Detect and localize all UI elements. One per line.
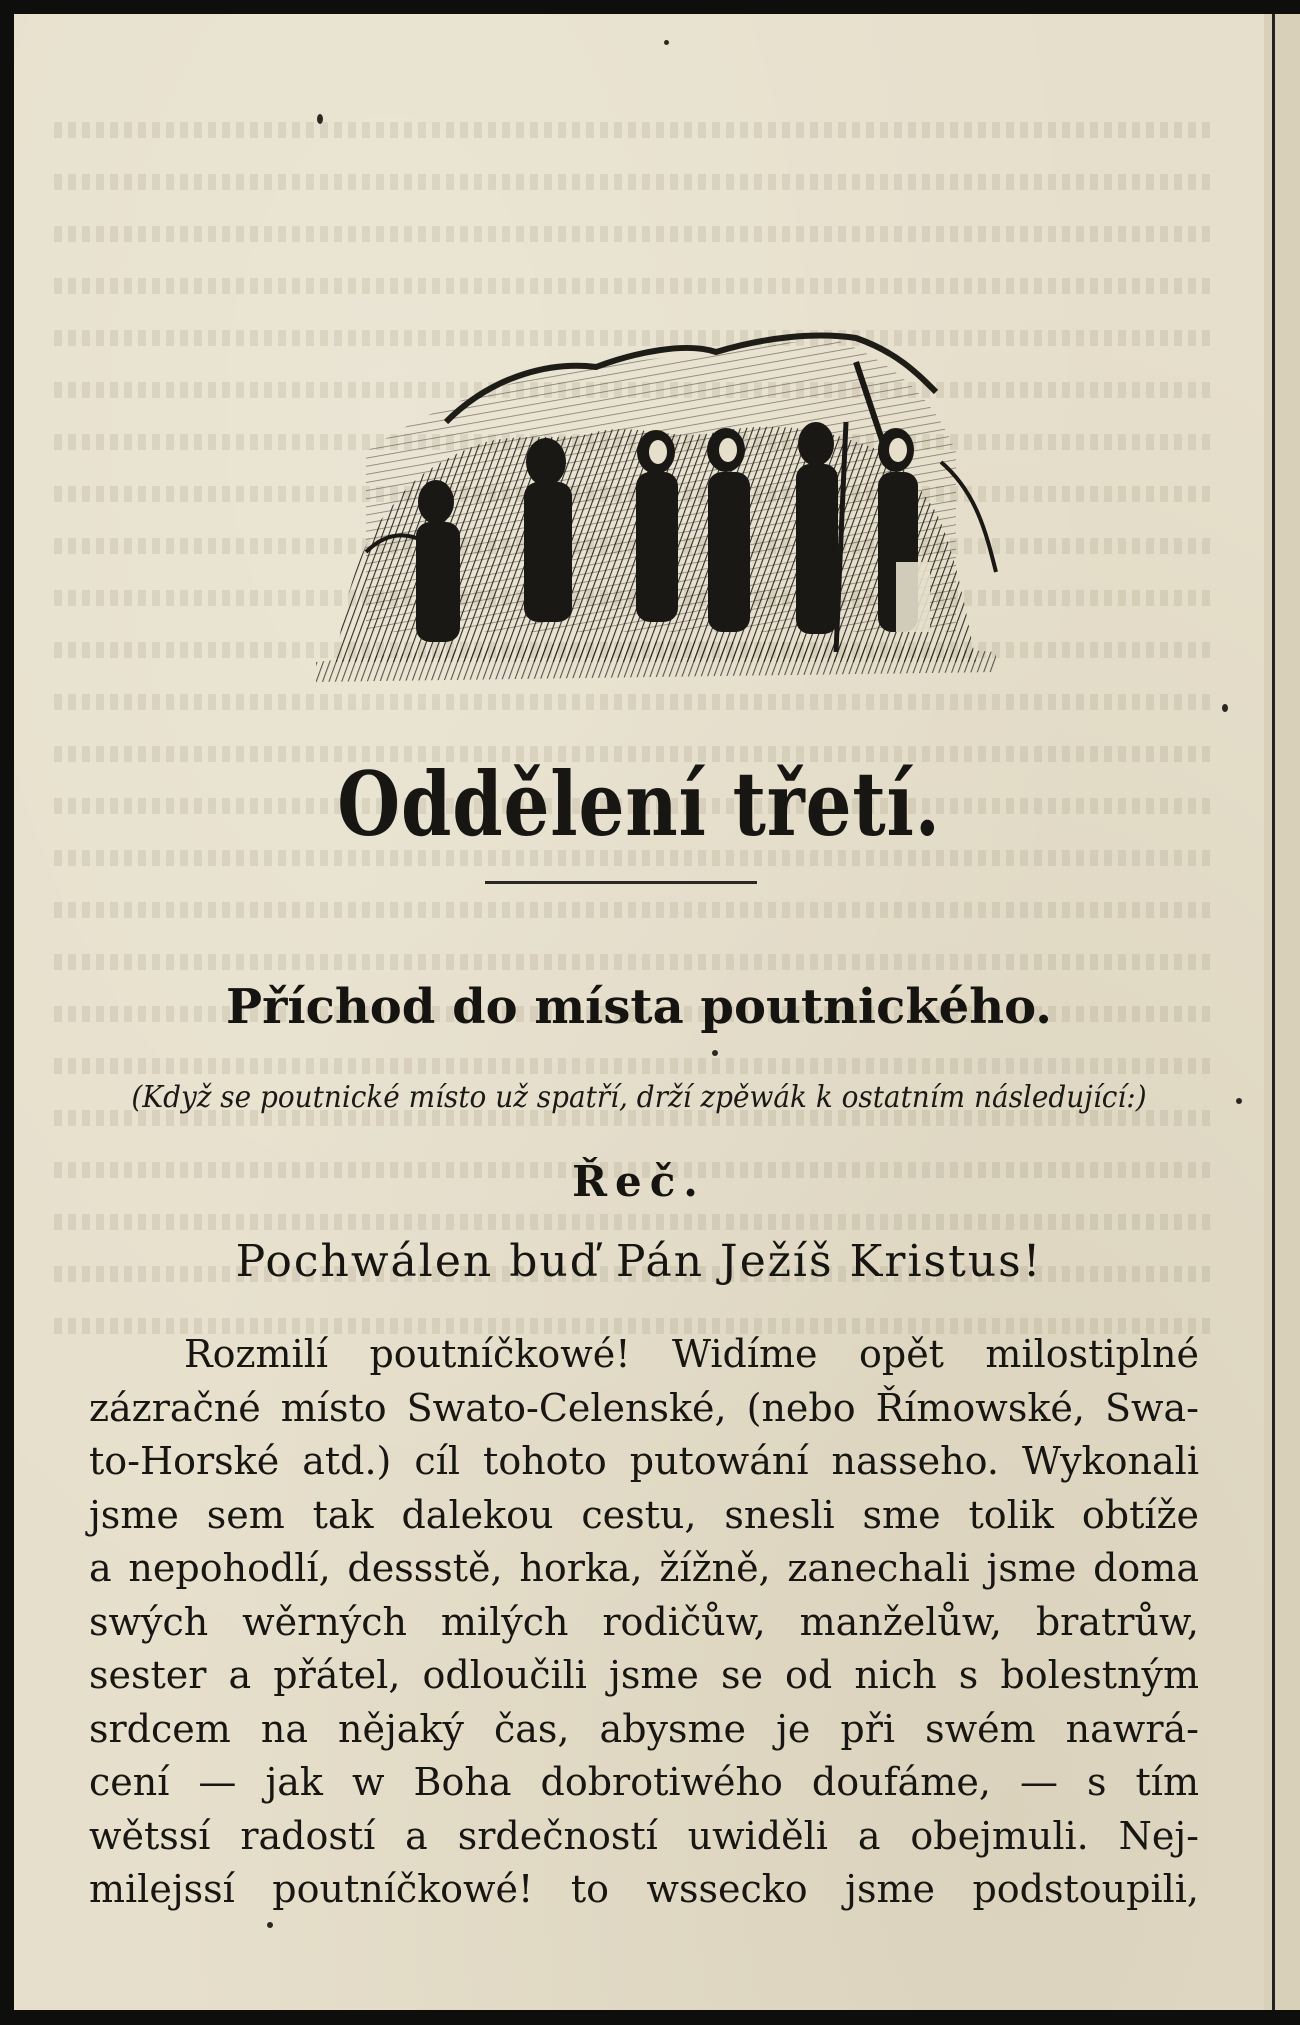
text-line: Rozmilí poutníčkowé! Widíme opět milostiplné xyxy=(184,1332,1199,1376)
text-line: srdcem na nějaký čas, abysme je při swém nawrá- xyxy=(89,1706,1199,1751)
text-line: a nepohodlí, dessstě, horka, žížně, zanechali jsme doma xyxy=(89,1546,1199,1590)
text-line: to-Horské atd.) cíl tohoto putowání nasseho. Wykonali xyxy=(89,1439,1199,1483)
adjacent-page-edge xyxy=(1264,14,1300,2010)
section-heading: Příchod do místa poutnického. xyxy=(226,979,1052,1035)
text-line: sester a přátel, odloučili jsme se od nich s bolestným xyxy=(89,1653,1199,1697)
book-page xyxy=(14,14,1264,2010)
page-gutter-line xyxy=(1272,14,1275,2010)
text-line: zázračné místo Swato-Celenské, (nebo Římowské, Swa- xyxy=(89,1385,1199,1430)
chapter-heading: Oddělení třetí. xyxy=(337,752,941,856)
body-paragraph xyxy=(89,1328,1199,1917)
paper-speck xyxy=(664,40,669,45)
paper-speck xyxy=(267,1922,273,1928)
text-line: swých wěrných milých rodičůw, manželůw, bratrůw, xyxy=(89,1599,1199,1644)
paper-speck xyxy=(712,1050,718,1056)
text-line: wětssí radostí a srdečností uwiděli a obejmuli. Nej- xyxy=(89,1813,1199,1858)
text-line: jsme sem tak dalekou cestu, snesli sme tolik obtíže xyxy=(89,1492,1199,1537)
greeting-line: Pochwálen buď Pán Ježíš Kristus! xyxy=(235,1236,1043,1287)
heading-rule xyxy=(485,881,757,884)
paper-speck xyxy=(317,114,323,124)
stage-direction: (Když se poutnické místo už spatří, drží zpěwák k ostatním následující:) xyxy=(131,1080,1147,1115)
paper-speck xyxy=(1222,704,1228,712)
text-line: milejssí poutníčkowé! to wssecko jsme podstoupili, xyxy=(89,1867,1199,1911)
pilgrims-engraving xyxy=(296,332,1002,694)
paper-speck xyxy=(1236,1098,1242,1104)
speech-label: Řeč. xyxy=(572,1157,706,1206)
text-line: cení — jak w Boha dobrotiwého doufáme, — s tím xyxy=(89,1760,1199,1804)
